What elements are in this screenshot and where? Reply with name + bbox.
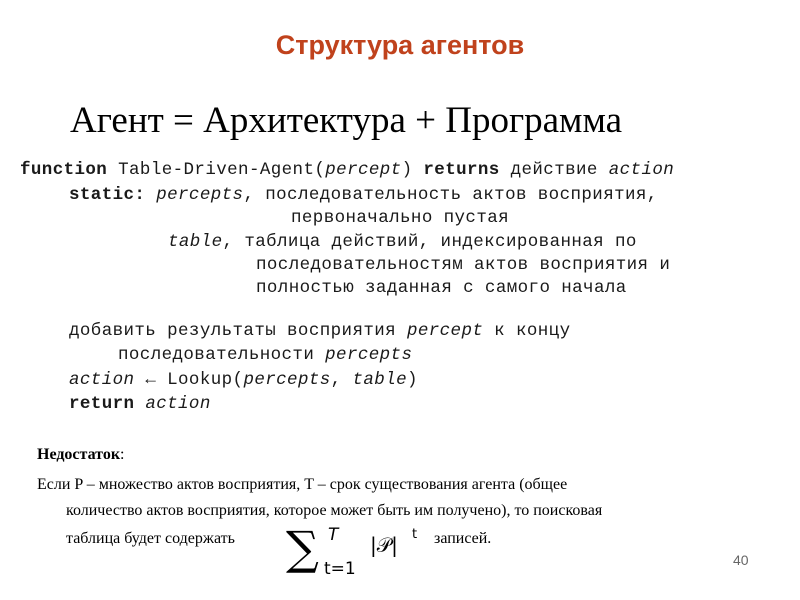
code-text: , последовательность актов восприятия, [243, 185, 658, 205]
code-keyword: returns [423, 160, 500, 180]
code-text: добавить результаты восприятия [69, 321, 407, 341]
code-keyword: static: [69, 185, 146, 205]
code-line-10 [69, 394, 211, 414]
code-var: percept [325, 160, 402, 180]
notes-line-2: количество актов восприятия, которое может быть им получено), то поисковая [66, 502, 603, 519]
code-line-2 [69, 185, 658, 205]
page-number: 40 [733, 552, 749, 568]
code-var: action [69, 370, 135, 390]
notes-line-3-tail: записей. [434, 530, 492, 547]
code-var: action [134, 394, 211, 414]
code-text: ← Lookup( [134, 370, 244, 390]
code-text: последовательности [118, 345, 326, 365]
code-line-8 [118, 345, 412, 365]
sum-upper-limit: T [328, 525, 339, 545]
notes-line-1: Если P – множество актов восприятия, T – срок существования агента (общее [37, 476, 568, 493]
code-var: percepts [156, 185, 244, 205]
code-keyword: return [69, 394, 135, 414]
code-text: , [330, 370, 353, 390]
code-line-5: последовательностям актов восприятия и [256, 255, 671, 275]
code-text: действие [499, 160, 609, 180]
code-line-1 [20, 160, 674, 180]
sum-formula [286, 520, 426, 579]
slide-title: Структура агентов [275, 30, 525, 60]
code-line-4 [168, 232, 637, 252]
notes-line-3: таблица будет содержать [66, 530, 235, 547]
drawback-heading [37, 446, 125, 464]
sum-body: |𝒫| [370, 533, 398, 557]
code-var: action [608, 160, 675, 180]
code-text: , таблица действий, индексированная по [222, 232, 637, 252]
code-var: table [168, 232, 223, 252]
code-var: percept [406, 321, 484, 341]
sum-lower-limit: t=1 [324, 559, 356, 579]
code-line-3: первоначально пустая [291, 208, 510, 228]
code-text: ) [401, 160, 424, 180]
code-line-7 [69, 321, 570, 341]
code-text: ) [407, 370, 418, 390]
code-var: table [352, 370, 407, 390]
code-text: Table-Driven-Agent( [107, 160, 326, 180]
code-keyword: function [20, 160, 108, 180]
slide-subtitle: Агент = Архитектура + Программа [70, 100, 623, 141]
code-line-9 [69, 370, 418, 390]
code-line-6: полностью заданная с самого начала [256, 278, 627, 298]
code-var: percepts [243, 370, 331, 390]
sum-exponent: t [412, 527, 418, 542]
drawback-label: Недостаток [37, 446, 121, 463]
drawback-colon: : [120, 446, 125, 463]
sum-symbol: ∑ [286, 521, 319, 575]
code-text: к концу [483, 321, 571, 341]
code-var: percepts [325, 345, 413, 365]
